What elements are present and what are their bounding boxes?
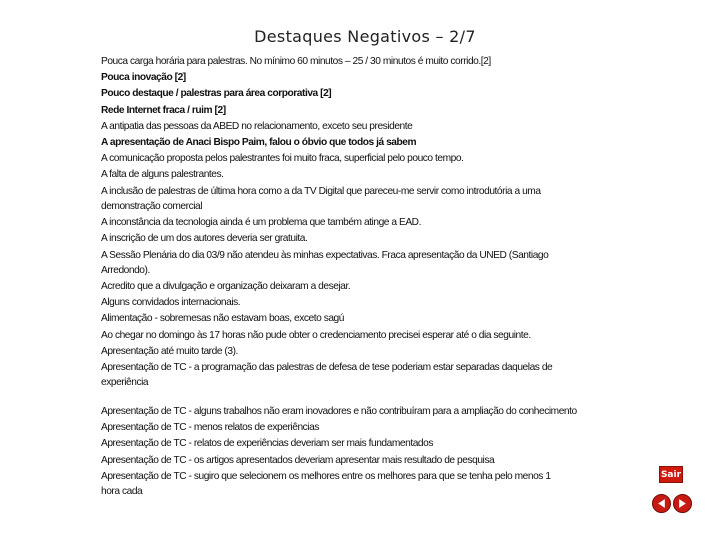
list-item: A antipatia das pessoas da ABED no relacionamento, exceto seu presidente [101,120,413,132]
list-item: A inclusão de palestras de última hora como a da TV Digital que pareceu-me servir como introdutória a uma demonstração comercial [101,185,541,212]
list-item: Pouca inovação [2] [101,72,186,84]
arrow-right-icon [677,498,688,509]
list-item: A apresentação de Anaci Bispo Paim, falou o óbvio que todos já sabem [101,137,417,149]
list-item: Ao chegar no domingo às 17 horas não pude obter o credenciamento precisei esperar até o dia seguinte. [101,329,531,341]
list-item: Apresentação até muito tarde (3). [101,345,238,357]
slide-title: Destaques Negativos – 2/7 [254,27,476,46]
list-item: Acredito que a divulgação e organização deixaram a desejar. [101,281,351,293]
list-item: Pouco destaque / palestras para área corporativa [2] [101,88,332,100]
list-item: A inscrição de um dos autores deveria ser gratuita. [101,233,308,245]
next-slide-button[interactable] [673,494,692,513]
list-item: Pouca carga horária para palestras. No mínimo 60 minutos – 25 / 30 minutos é muito corrido.[2] [101,56,491,67]
list-item: Apresentação de TC - alguns trabalhos não eram inovadores e não contribuíram para a ampliação do conhecimento [101,406,577,418]
feedback-list [101,54,577,500]
list-item: A Sessão Plenária do dia 03/9 não atendeu às minhas expectativas. Fraca apresentação da UNED (Santiago Arredondo). [101,249,549,276]
list-item: Apresentação de TC - os artigos apresentados deveriam apresentar mais resultado de pesquisa [101,454,495,466]
list-item: Apresentação de TC - sugiro que selecionem os melhores entre os melhores para que se tenha pelo menos 1 hora cada [101,470,551,497]
list-item: A comunicação proposta pelos palestrantes foi muito fraca, superficial pelo pouco tempo. [101,153,464,165]
list-item: Apresentação de TC - relatos de experiências deveriam ser mais fundamentados [101,438,433,450]
previous-slide-button[interactable] [652,494,671,513]
list-item: A inconstância da tecnologia ainda é um problema que também atinge a EAD. [101,217,421,229]
list-item: Apresentação de TC - a programação das palestras de defesa de tese poderiam estar separadas daquelas de experiência [101,362,553,389]
list-item: Alguns convidados internacionais. [101,297,241,309]
list-item: A falta de alguns palestrantes. [101,169,224,181]
list-item: Apresentação de TC - menos relatos de experiências [101,422,319,434]
list-item: Alimentação - sobremesas não estavam boas, exceto sagú [101,313,344,325]
exit-button[interactable]: Sair [659,466,683,483]
list-item: Rede Internet fraca / ruim [2] [101,104,226,116]
arrow-left-icon [656,498,667,509]
